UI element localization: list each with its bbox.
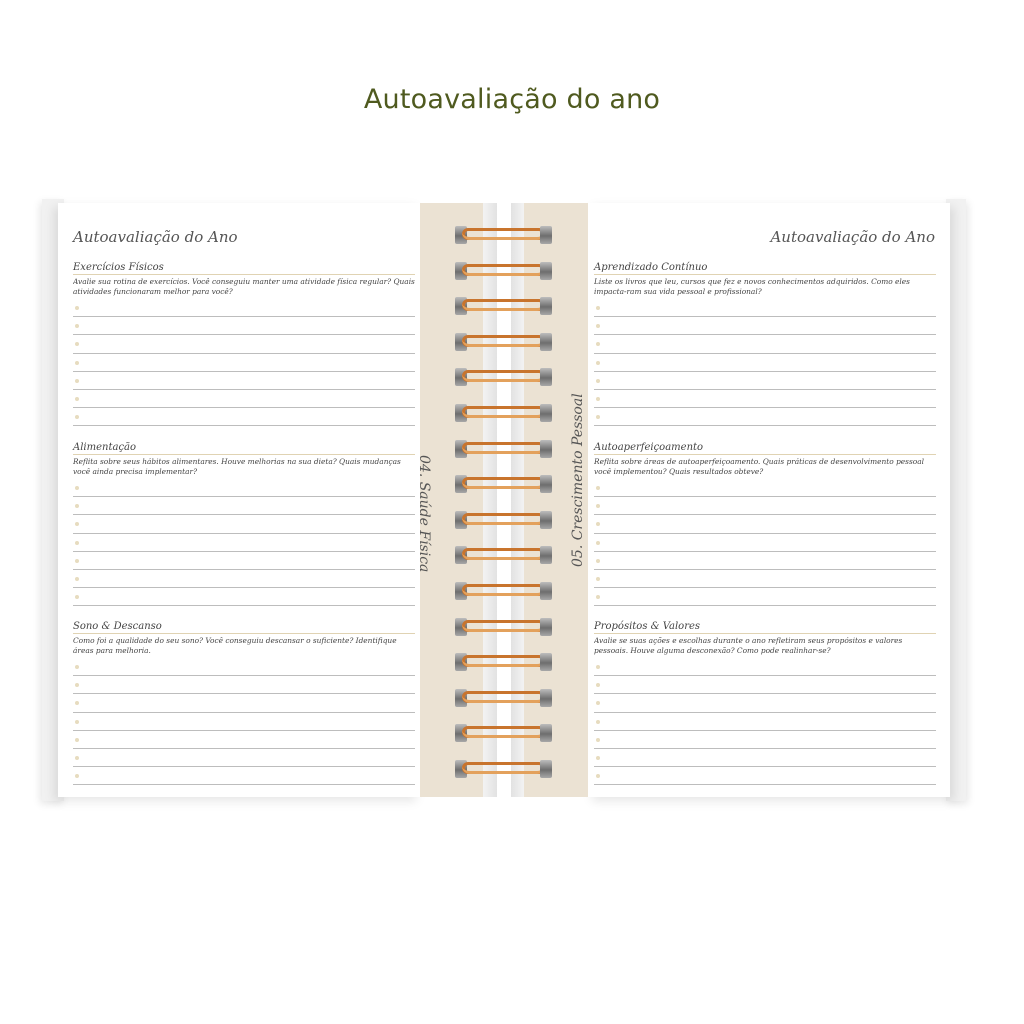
spiral-ring-icon bbox=[455, 652, 552, 674]
spiral-ring-icon bbox=[455, 474, 552, 496]
bullet-dot-icon bbox=[75, 379, 79, 383]
writing-line bbox=[73, 515, 415, 533]
bullet-dot-icon bbox=[596, 595, 600, 599]
section-heading: Autoaperfeiçoamento bbox=[594, 442, 936, 455]
main-title: Autoavaliação do ano bbox=[363, 84, 661, 115]
section-heading: Propósitos & Valores bbox=[594, 621, 936, 634]
band-label-left: 04. Saúde Física bbox=[416, 455, 432, 573]
section-description: Como foi a qualidade do seu sono? Você conseguiu descansar o suficiente? Identifique áreas para melhoria. bbox=[73, 636, 397, 655]
writing-line bbox=[594, 317, 936, 335]
section-heading: Exercícios Físicos bbox=[73, 262, 415, 275]
writing-line bbox=[73, 588, 415, 606]
bullet-dot-icon bbox=[596, 774, 600, 778]
section-description: Reflita sobre seus hábitos alimentares. Houve melhorias na sua dieta? Quais mudanças você ainda precisa implementar? bbox=[73, 457, 401, 476]
section-aprendizado bbox=[594, 262, 936, 426]
bullet-dot-icon bbox=[75, 324, 79, 328]
bullet-dot-icon bbox=[75, 738, 79, 742]
bullet-dot-icon bbox=[75, 342, 79, 346]
bullet-dot-icon bbox=[596, 522, 600, 526]
writing-line bbox=[73, 731, 415, 749]
bullet-dot-icon bbox=[596, 683, 600, 687]
writing-line bbox=[594, 713, 936, 731]
bullet-dot-icon bbox=[75, 306, 79, 310]
writing-line bbox=[594, 479, 936, 497]
spiral-ring-icon bbox=[455, 617, 552, 639]
spiral-ring-icon bbox=[455, 510, 552, 532]
writing-line bbox=[594, 390, 936, 408]
writing-line bbox=[73, 335, 415, 353]
bullet-dot-icon bbox=[75, 774, 79, 778]
writing-lines bbox=[73, 658, 415, 785]
spiral-ring-icon bbox=[455, 332, 552, 354]
writing-line bbox=[73, 713, 415, 731]
writing-line bbox=[73, 694, 415, 712]
writing-line bbox=[73, 390, 415, 408]
writing-lines bbox=[594, 299, 936, 426]
bullet-dot-icon bbox=[596, 486, 600, 490]
bullet-dot-icon bbox=[75, 701, 79, 705]
section-description: Reflita sobre áreas de autoaperfeiçoamento. Quais práticas de desenvolvimento pessoal você implementou? Quais resultados obteve? bbox=[594, 457, 924, 476]
writing-line bbox=[73, 408, 415, 426]
bullet-dot-icon bbox=[596, 701, 600, 705]
bullet-dot-icon bbox=[75, 577, 79, 581]
section-heading: Sono & Descanso bbox=[73, 621, 415, 634]
bullet-dot-icon bbox=[596, 379, 600, 383]
writing-line bbox=[73, 479, 415, 497]
section-alimentacao bbox=[73, 442, 415, 606]
bullet-dot-icon bbox=[596, 306, 600, 310]
section-description: Avalie sua rotina de exercícios. Você conseguiu manter uma atividade física regular? Quais atividades funcionaram melhor para você? bbox=[73, 277, 415, 296]
bullet-dot-icon bbox=[596, 415, 600, 419]
writing-line bbox=[594, 588, 936, 606]
bullet-dot-icon bbox=[75, 683, 79, 687]
spiral-ring-icon bbox=[455, 723, 552, 745]
writing-line bbox=[73, 317, 415, 335]
writing-line bbox=[73, 354, 415, 372]
writing-line bbox=[594, 497, 936, 515]
spiral-ring-icon bbox=[455, 439, 552, 461]
writing-line bbox=[594, 676, 936, 694]
writing-lines bbox=[594, 479, 936, 606]
writing-line bbox=[73, 534, 415, 552]
spiral-ring-icon bbox=[455, 403, 552, 425]
writing-line bbox=[73, 299, 415, 317]
bullet-dot-icon bbox=[75, 559, 79, 563]
writing-line bbox=[73, 658, 415, 676]
writing-line bbox=[73, 676, 415, 694]
writing-lines bbox=[594, 658, 936, 785]
section-description: Avalie se suas ações e escolhas durante o ano refletiram seus propósitos e valores pessoais. Houve alguma desconexão? Como pode realinhar-se? bbox=[594, 636, 903, 655]
bullet-dot-icon bbox=[596, 720, 600, 724]
writing-line bbox=[73, 552, 415, 570]
bullet-dot-icon bbox=[75, 595, 79, 599]
writing-line bbox=[73, 497, 415, 515]
section-autoaperfeicoamento bbox=[594, 442, 936, 606]
spiral-ring-icon bbox=[455, 296, 552, 318]
page-title-left: Autoavaliação do Ano bbox=[73, 228, 238, 246]
writing-line bbox=[73, 570, 415, 588]
page-title-right: Autoavaliação do Ano bbox=[770, 228, 935, 246]
spiral-ring-icon bbox=[455, 367, 552, 389]
bullet-dot-icon bbox=[596, 324, 600, 328]
section-sono bbox=[73, 621, 415, 785]
bullet-dot-icon bbox=[596, 665, 600, 669]
writing-line bbox=[594, 731, 936, 749]
writing-line bbox=[594, 552, 936, 570]
writing-line bbox=[594, 299, 936, 317]
bullet-dot-icon bbox=[75, 415, 79, 419]
section-propositos bbox=[594, 621, 936, 785]
bullet-dot-icon bbox=[596, 577, 600, 581]
section-heading: Aprendizado Contínuo bbox=[594, 262, 936, 275]
bullet-dot-icon bbox=[596, 361, 600, 365]
writing-line bbox=[594, 694, 936, 712]
writing-line bbox=[594, 658, 936, 676]
spiral-ring-icon bbox=[455, 545, 552, 567]
bullet-dot-icon bbox=[596, 738, 600, 742]
section-heading: Alimentação bbox=[73, 442, 415, 455]
writing-line bbox=[594, 372, 936, 390]
writing-line bbox=[594, 335, 936, 353]
bullet-dot-icon bbox=[596, 541, 600, 545]
section-exercicios bbox=[73, 262, 415, 426]
writing-line bbox=[594, 354, 936, 372]
writing-line bbox=[594, 749, 936, 767]
writing-line bbox=[73, 372, 415, 390]
bullet-dot-icon bbox=[75, 361, 79, 365]
writing-line bbox=[73, 767, 415, 785]
writing-line bbox=[594, 534, 936, 552]
bullet-dot-icon bbox=[75, 504, 79, 508]
spiral-ring-icon bbox=[455, 225, 552, 247]
bullet-dot-icon bbox=[75, 522, 79, 526]
writing-line bbox=[594, 515, 936, 533]
writing-line bbox=[73, 749, 415, 767]
spiral-ring-icon bbox=[455, 581, 552, 603]
writing-line bbox=[594, 767, 936, 785]
bullet-dot-icon bbox=[596, 756, 600, 760]
bullet-dot-icon bbox=[75, 486, 79, 490]
spiral-ring-icon bbox=[455, 261, 552, 283]
bullet-dot-icon bbox=[75, 720, 79, 724]
writing-lines bbox=[73, 479, 415, 606]
bullet-dot-icon bbox=[75, 756, 79, 760]
spiral-ring-icon bbox=[455, 759, 552, 781]
bullet-dot-icon bbox=[596, 397, 600, 401]
writing-line bbox=[594, 570, 936, 588]
bullet-dot-icon bbox=[596, 342, 600, 346]
section-description: Liste os livros que leu, cursos que fez e novos conhecimentos adquiridos. Como eles impacta-ram sua vida pessoal e profissional? bbox=[594, 277, 910, 296]
band-label-right: 05. Crescimento Pessoal bbox=[570, 393, 586, 567]
writing-lines bbox=[73, 299, 415, 426]
bullet-dot-icon bbox=[75, 541, 79, 545]
bullet-dot-icon bbox=[596, 504, 600, 508]
bullet-dot-icon bbox=[596, 559, 600, 563]
bullet-dot-icon bbox=[75, 665, 79, 669]
spiral-ring-icon bbox=[455, 688, 552, 710]
bullet-dot-icon bbox=[75, 397, 79, 401]
writing-line bbox=[594, 408, 936, 426]
